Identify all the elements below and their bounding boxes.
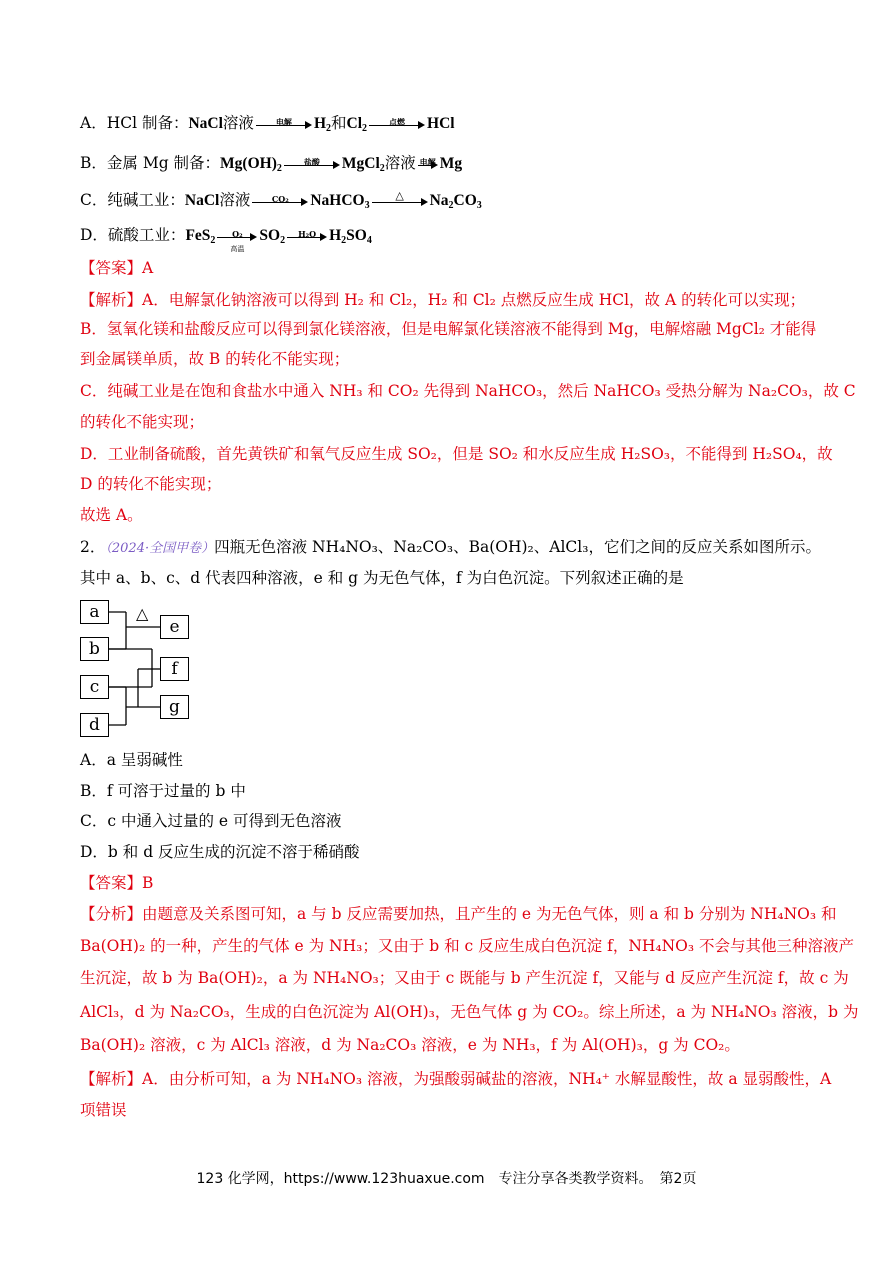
q2-analysis-line: 【分析】由题意及关系图可知，a 与 b 反应需要加热，且产生的 e 为无色气体，则 a 和 b 分别为 NH₄NO₃ 和 <box>80 905 837 923</box>
box-a: a <box>80 600 109 624</box>
arrow-o2: O₂ 高温 <box>217 229 257 243</box>
heat-symbol: △ <box>136 604 149 623</box>
q2-option-a: A．a 呈弱碱性 <box>80 751 183 769</box>
q1-answer: 【答案】A <box>80 259 154 277</box>
q2-jiexi-line: 项错误 <box>80 1101 127 1119</box>
q2-analysis-line: Ba(OH)₂ 的一种，产生的气体 e 为 NH₃；又由于 b 和 c 反应生成白色沉淀 f，NH₄NO₃ 不会与其他三种溶液产 <box>80 937 855 955</box>
q2-option-b: B．f 可溶于过量的 b 中 <box>80 782 246 800</box>
q1-analysis-line: 的转化不能实现； <box>80 413 205 431</box>
arrow-electrolysis: 电解 <box>256 117 312 131</box>
arrow-co2: CO₂ <box>252 194 308 208</box>
q1-analysis-line: 到金属镁单质，故 B 的转化不能实现； <box>80 350 350 368</box>
q2-option-d: D．b 和 d 反应生成的沉淀不溶于稀硝酸 <box>80 843 360 861</box>
option-a: A．HCl 制备：NaCl溶液 电解 $H_2$和$Cl_2$ 点燃 HCl <box>80 114 455 134</box>
option-c: C．纯碱工业：NaCl溶液 CO₂ NaHCO$_3$ △ $Na_2CO_3$ <box>80 189 482 211</box>
box-g: g <box>160 695 189 719</box>
arrow-h2o: H₂O <box>287 229 327 243</box>
box-f: f <box>160 657 189 681</box>
q2-jiexi-line: 【解析】A．由分析可知，a 为 NH₄NO₃ 溶液，为强酸弱碱盐的溶液，NH₄⁺ 水解显酸性，故 a 显弱酸性，A <box>80 1070 832 1088</box>
q2-analysis-line: Ba(OH)₂ 溶液，c 为 AlCl₃ 溶液，d 为 Na₂CO₃ 溶液，e 为 NH₃，f 为 Al(OH)₃，g 为 CO₂。 <box>80 1036 740 1054</box>
page-footer: 123 化学网，https://www.123huaxue.com 专注分享各类教学资料。 第2页 <box>196 1171 697 1187</box>
arrow-hcl: 盐酸 <box>284 157 340 171</box>
q2-stem-line2: 其中 a、b、c、d 代表四种溶液，e 和 g 为无色气体，f 为白色沉淀。下列叙述正确的是 <box>80 569 684 587</box>
q2-stem: 2．（2024·全国甲卷）四瓶无色溶液 NH₄NO₃、Na₂CO₃、Ba(OH)₂、AlCl₃，它们之间的反应关系如图所示。 <box>80 538 821 556</box>
box-e: e <box>160 615 189 639</box>
q2-option-c: C．c 中通入过量的 e 可得到无色溶液 <box>80 812 342 830</box>
q1-analysis-line: 【解析】A．电解氯化钠溶液可以得到 H₂ 和 Cl₂，H₂ 和 Cl₂ 点燃反应生成 HCl，故 A 的转化可以实现； <box>80 291 806 309</box>
q2-answer: 【答案】B <box>80 874 154 892</box>
box-c: c <box>80 675 109 699</box>
q2-analysis-line: 生沉淀，故 b 为 Ba(OH)₂，a 为 NH₄NO₃；又由于 c 既能与 b 产生沉淀 f，又能与 d 反应产生沉淀 f，故 c 为 <box>80 969 849 987</box>
arrow-electrolysis-2: 电解 <box>419 157 436 167</box>
q1-analysis-line: 故选 A。 <box>80 506 143 524</box>
arrow-heat: △ <box>372 194 428 208</box>
q2-source: （2024·全国甲卷） <box>105 541 215 556</box>
q1-analysis-line: D．工业制备硫酸，首先黄铁矿和氧气反应生成 SO₂，但是 SO₂ 和水反应生成 H₂SO₃，不能得到 H₂SO₄，故 <box>80 445 833 463</box>
box-d: d <box>80 713 109 737</box>
q1-analysis-line: B．氢氧化镁和盐酸反应可以得到氯化镁溶液，但是电解氯化镁溶液不能得到 Mg，电解熔融 MgCl₂ 才能得 <box>80 320 817 338</box>
q2-analysis-line: AlCl₃，d 为 Na₂CO₃，生成的白色沉淀为 Al(OH)₃，无色气体 g 为 CO₂。综上所述，a 为 NH₄NO₃ 溶液，b 为 <box>80 1003 859 1021</box>
q1-analysis-line: C．纯碱工业是在饱和食盐水中通入 NH₃ 和 CO₂ 先得到 NaHCO₃，然后 NaHCO₃ 受热分解为 Na₂CO₃，故 C <box>80 382 856 400</box>
q1-analysis-line: D 的转化不能实现； <box>80 475 222 493</box>
box-b: b <box>80 637 109 661</box>
option-b: B．金属 Mg 制备：$Mg(OH)_2$ 盐酸 MgCl$_2$溶液 电解 Mg <box>80 154 463 174</box>
arrow-ignite: 点燃 <box>369 117 425 131</box>
option-d: D．硫酸工业：FeS$_2$ O₂ 高温 $SO_2$ H₂O $H_2SO_4$ <box>80 226 372 253</box>
